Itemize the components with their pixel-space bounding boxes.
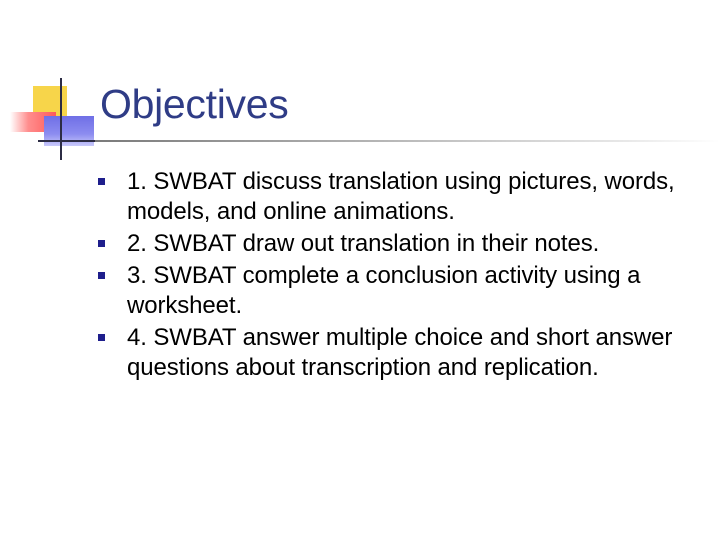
list-item <box>98 229 708 259</box>
list-item-text: 1. SWBAT discuss translation using pictures, words, models, and online animations. <box>127 168 675 225</box>
square-bullet-icon <box>98 240 105 247</box>
square-bullet-icon <box>98 272 105 279</box>
list-item-text: 2. SWBAT draw out translation in their notes. <box>127 230 600 257</box>
square-bullet-icon <box>98 178 105 185</box>
list-item-text: 4. SWBAT answer multiple choice and short answer questions about transcription and replication. <box>127 324 673 381</box>
list-item <box>98 261 708 321</box>
list-item <box>98 167 708 227</box>
objectives-list <box>98 167 708 385</box>
logo-horizontal-line <box>38 140 98 142</box>
logo-vertical-line <box>60 78 62 160</box>
square-bullet-icon <box>98 334 105 341</box>
list-item <box>98 323 708 383</box>
list-item-text: 3. SWBAT complete a conclusion activity using a worksheet. <box>127 262 641 319</box>
slide-title: Objectives <box>100 81 289 127</box>
title-underline <box>95 140 720 142</box>
